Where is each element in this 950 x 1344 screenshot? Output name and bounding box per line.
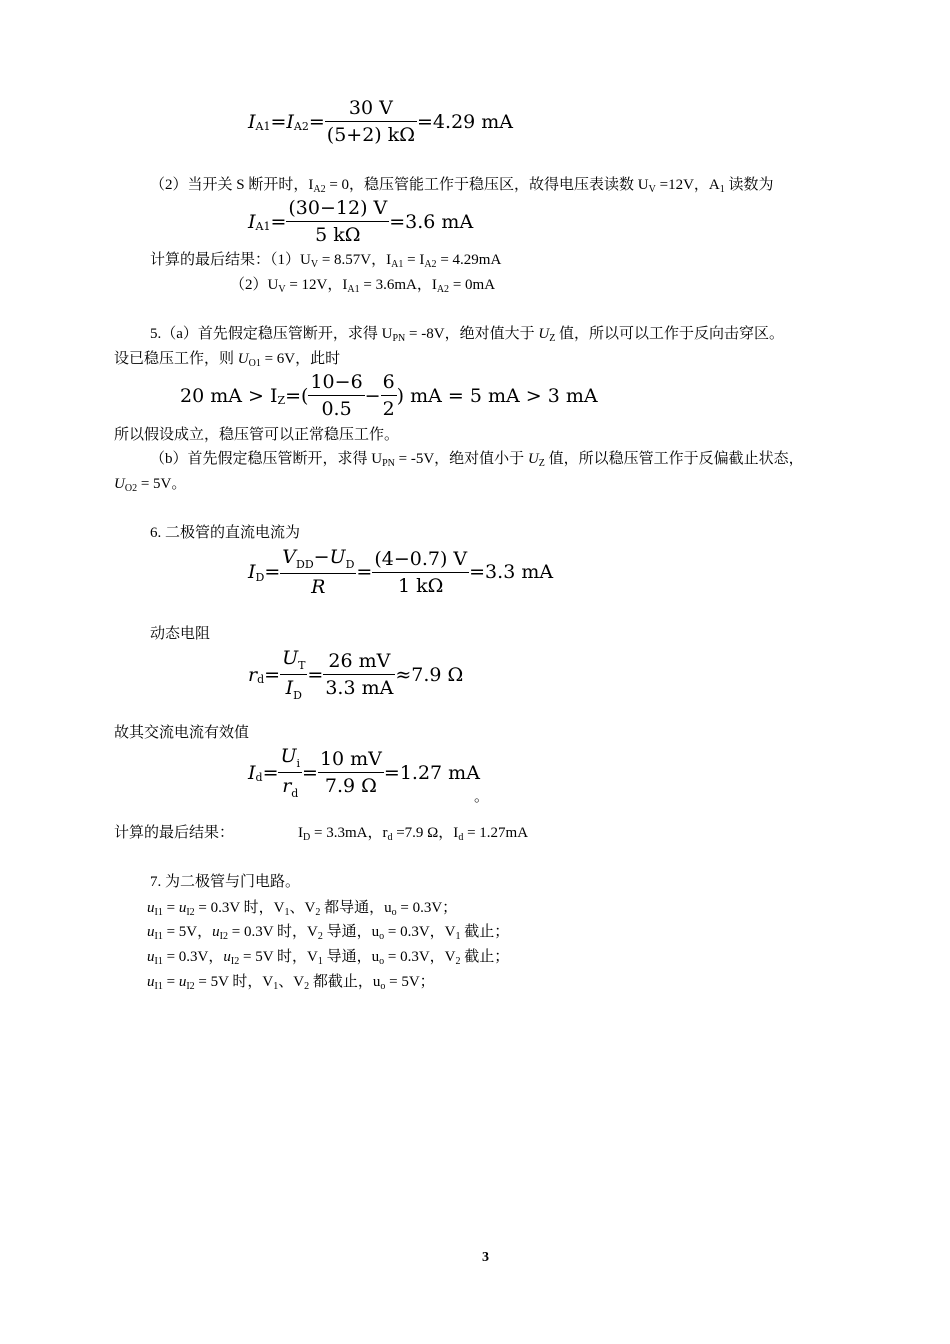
subscript: o <box>391 907 397 918</box>
subscript: 2 <box>455 956 461 967</box>
text-run: 截止； <box>460 949 510 965</box>
fraction-denominator: 3.3 mA <box>325 677 394 699</box>
subscript: o <box>380 981 386 992</box>
text-run: = 0.3V，V <box>384 949 456 965</box>
ia2-subscript: A2 <box>293 120 309 133</box>
subscript: 1 <box>455 931 461 942</box>
fraction-denominator: 5 kΩ <box>315 224 361 246</box>
rd-symbol: r <box>248 663 258 686</box>
fraction-denominator: 2 <box>382 398 395 420</box>
text-run: 7. 为二极管与门电路。 <box>150 874 301 890</box>
subscript: D <box>293 689 302 702</box>
u-symbol: u <box>178 974 187 990</box>
fraction <box>286 196 389 247</box>
subscript: I2 <box>219 931 228 942</box>
text-run: = 6V，此时 <box>260 351 341 367</box>
text-run: = 0.3V 时，V <box>227 924 318 940</box>
subscript: O1 <box>248 358 261 369</box>
text-run: 6. 二极管的直流电流为 <box>150 525 301 541</box>
equation-rd <box>248 646 463 703</box>
subscript: V <box>648 184 656 195</box>
ia1-subscript: A1 <box>255 220 271 233</box>
subscript: I1 <box>154 907 163 918</box>
equals-sign: = <box>264 561 281 583</box>
text-run: = <box>162 900 179 916</box>
fraction <box>280 646 307 703</box>
subscript: T <box>298 659 306 672</box>
text-run: （2）U <box>230 277 279 293</box>
equation-result: =3.3 mA <box>469 561 554 583</box>
subscript: Z <box>538 458 545 469</box>
equation-id-dc <box>248 545 553 599</box>
fraction-denominator <box>278 773 302 801</box>
text-run: = 3.6mA，I <box>359 277 437 293</box>
text-run: 20 mA > I <box>180 384 278 407</box>
q6-dynamic-label <box>150 625 210 643</box>
q7-case-line <box>147 973 435 993</box>
id-symbol: I <box>248 561 256 583</box>
text-run: =( <box>285 384 309 407</box>
subscript: O2 <box>124 483 138 494</box>
subscript: o <box>379 956 385 967</box>
text-run: U <box>282 647 299 669</box>
fraction <box>280 545 356 599</box>
text-run: （2）当开关 S 断开时，I <box>150 177 314 193</box>
fraction <box>323 649 395 700</box>
subscript: 1 <box>317 956 323 967</box>
subscript: D <box>303 832 311 843</box>
equals-sign: = <box>308 110 325 133</box>
equation-result: ≈7.9 Ω <box>395 663 464 686</box>
fraction <box>278 744 302 801</box>
fraction-numerator: (30−12) V <box>286 196 389 222</box>
ia2-symbol: I <box>286 110 294 133</box>
text-run: 导通，u <box>322 949 380 965</box>
q6-final-label <box>114 824 234 842</box>
final-result-line-2 <box>230 276 495 296</box>
subscript: 1 <box>284 907 290 918</box>
ia1-subscript: A1 <box>255 120 271 133</box>
text-run: 、V <box>278 974 305 990</box>
q7-case-line <box>147 923 509 943</box>
text-run: = 0mA <box>449 277 496 293</box>
uz-symbol: U <box>527 451 539 467</box>
text-run: = <box>162 974 179 990</box>
text-run: 值，所以可以工作于反向击穿区。 <box>555 326 785 342</box>
text-run: 导通，u <box>322 924 380 940</box>
equals-sign: = <box>270 110 287 133</box>
u-symbol: u <box>147 900 155 916</box>
fraction-numerator: 10 mV <box>318 747 384 773</box>
subscript: A1 <box>391 259 404 270</box>
equals-sign: = <box>270 210 287 233</box>
subscript: Z <box>549 333 556 344</box>
equation-result: =4.29 mA <box>417 110 514 133</box>
subscript: D <box>255 570 265 584</box>
text-run: 都导通，u <box>320 900 392 916</box>
text-run: = 5V。 <box>137 476 187 492</box>
text-run: = 5V 时，V <box>194 974 274 990</box>
text-run: = 0.3V； <box>396 900 458 916</box>
ia1-symbol: I <box>248 210 256 233</box>
text-run: 5.（a）首先假定稳压管断开，求得 U <box>150 326 393 342</box>
subscript: A2 <box>313 184 326 195</box>
text-run: = 0，稳压管能工作于稳压区，故得电压表读数 U <box>325 177 649 193</box>
fraction-numerator <box>280 646 307 675</box>
equation-iz-check <box>180 370 598 421</box>
text-run: I <box>298 825 303 841</box>
subscript: D <box>345 558 355 571</box>
fraction-denominator: 7.9 Ω <box>324 775 377 797</box>
q5-line-4 <box>150 450 804 470</box>
q6-ac-label <box>114 724 249 742</box>
equation-ia1-open <box>248 196 473 247</box>
id-symbol: I <box>248 761 256 784</box>
subscript: d <box>291 787 299 800</box>
fraction-numerator <box>278 744 302 773</box>
equals-sign: = <box>262 761 279 784</box>
equals-sign: = <box>264 663 281 686</box>
subscript: V <box>278 284 286 295</box>
text-run: = 1.27mA <box>463 825 529 841</box>
text-run: = -8V，绝对值大于 <box>405 326 539 342</box>
subscript: 1 <box>719 184 725 195</box>
subscript: A2 <box>424 259 437 270</box>
subscript: PN <box>392 333 406 344</box>
subscript: 2 <box>317 931 323 942</box>
text-run: = 0.3V， <box>162 949 224 965</box>
u-symbol: u <box>223 949 231 965</box>
subscript: DD <box>296 558 314 571</box>
fraction <box>325 96 417 147</box>
text-run: 都截止，u <box>309 974 381 990</box>
subscript: A2 <box>436 284 450 295</box>
subscript: I1 <box>154 981 163 992</box>
text-run: I <box>285 677 294 699</box>
text-run: r <box>282 775 292 797</box>
q7-intro <box>150 873 300 891</box>
equals-sign: = <box>307 663 324 686</box>
subscript: I1 <box>154 956 163 967</box>
q5-line-5 <box>114 475 186 495</box>
fraction-numerator: 10−6 <box>308 370 364 396</box>
text-run: = 0.3V 时，V <box>194 900 285 916</box>
q5-line-1 <box>150 325 784 345</box>
text-run: = 5V； <box>385 974 435 990</box>
u-symbol: u <box>178 900 187 916</box>
uz-symbol: U <box>538 326 550 342</box>
fraction-numerator: 30 V <box>325 96 417 122</box>
equals-sign: = <box>356 561 373 583</box>
text-run: 值，所以稳压管工作于反偏截止状态， <box>544 451 804 467</box>
fraction-denominator: 0.5 <box>321 398 352 420</box>
text-run: ) mA = 5 mA > 3 mA <box>396 384 598 407</box>
text-run: = 5V， <box>162 924 213 940</box>
text-run: −U <box>313 546 346 568</box>
text-run: 截止； <box>460 924 510 940</box>
subscript: d <box>257 673 265 686</box>
q5-line-2 <box>114 350 340 370</box>
text-run: =12V，A <box>655 177 720 193</box>
q7-case-line <box>147 948 509 968</box>
page-number-text: 3 <box>482 1250 489 1265</box>
fraction-denominator <box>280 675 307 703</box>
subscript: I2 <box>230 956 240 967</box>
text-run: （b）首先假定稳压管断开，求得 U <box>150 451 383 467</box>
subscript: I2 <box>186 981 195 992</box>
text-run: 。 <box>474 789 490 805</box>
final-result-line-1 <box>150 251 501 271</box>
equals-sign: = <box>302 761 318 784</box>
text-run: = I <box>403 252 425 268</box>
text-run: =7.9 Ω，I <box>392 825 459 841</box>
q7-case-line <box>147 899 457 919</box>
text-run: = 5V 时，V <box>239 949 318 965</box>
text-run: 读数为 <box>724 177 774 193</box>
subscript: d <box>387 832 393 843</box>
equation-result: =3.6 mA <box>389 210 474 233</box>
text-run: 、V <box>289 900 316 916</box>
text-run: U <box>280 745 297 767</box>
minus-sign: − <box>364 384 381 407</box>
text-run: 所以假设成立，稳压管可以正常稳压工作。 <box>114 427 400 443</box>
equation-result: =1.27 mA <box>383 761 480 784</box>
q5-line-3 <box>114 426 399 444</box>
text-run: 设已稳压工作，则 <box>114 351 238 367</box>
fraction-numerator <box>280 545 356 574</box>
subscript: d <box>458 832 464 843</box>
fraction-numerator: (4−0.7) V <box>372 547 469 573</box>
subscript: o <box>379 931 385 942</box>
text-run: = 4.29mA <box>436 252 502 268</box>
text-run: V <box>282 546 296 568</box>
u-symbol: u <box>147 974 155 990</box>
subscript: i <box>296 757 301 770</box>
text-run: 动态电阻 <box>150 626 211 642</box>
text-run: = 8.57V，I <box>318 252 392 268</box>
equation-id-ac <box>248 744 480 801</box>
subscript: 1 <box>273 981 279 992</box>
fraction-numerator: 26 mV <box>323 649 395 675</box>
subscript: 2 <box>304 981 310 992</box>
text-run: = 0.3V，V <box>384 924 456 940</box>
subscript: d <box>255 771 263 784</box>
text-run: = -5V，绝对值小于 <box>394 451 528 467</box>
q6-intro <box>150 524 300 542</box>
subscript: V <box>310 259 319 270</box>
text-run: 计算的最后结果： <box>114 825 235 841</box>
fraction-denominator: 1 kΩ <box>398 574 444 597</box>
fraction <box>308 370 364 421</box>
uo2-symbol: U <box>114 476 125 492</box>
uo1-symbol: U <box>237 351 249 367</box>
q6-period <box>474 788 489 806</box>
subscript: I1 <box>154 931 163 942</box>
text-run: = 12V，I <box>285 277 348 293</box>
ia1-symbol: I <box>248 110 256 133</box>
u-symbol: u <box>147 924 155 940</box>
fraction <box>318 747 384 798</box>
subscript: I2 <box>186 907 195 918</box>
fraction <box>372 547 469 598</box>
text-run: = 3.3mA，r <box>310 825 388 841</box>
page-number <box>482 1250 489 1266</box>
paragraph-switch-open <box>150 176 774 196</box>
subscript: PN <box>382 458 395 469</box>
text-run: 计算的最后结果：（1）U <box>150 252 311 268</box>
subscript: 2 <box>315 907 321 918</box>
fraction-numerator: 6 <box>381 370 397 396</box>
fraction-denominator: R <box>311 576 326 598</box>
u-symbol: u <box>212 924 220 940</box>
fraction-denominator: (5+2) kΩ <box>326 124 416 146</box>
text-run: 故其交流电流有效值 <box>114 725 250 741</box>
equation-ia-total <box>248 96 513 147</box>
fraction <box>381 370 397 421</box>
q6-final-values <box>298 824 528 844</box>
subscript: Z <box>277 394 286 407</box>
u-symbol: u <box>147 949 155 965</box>
subscript: A1 <box>347 284 360 295</box>
